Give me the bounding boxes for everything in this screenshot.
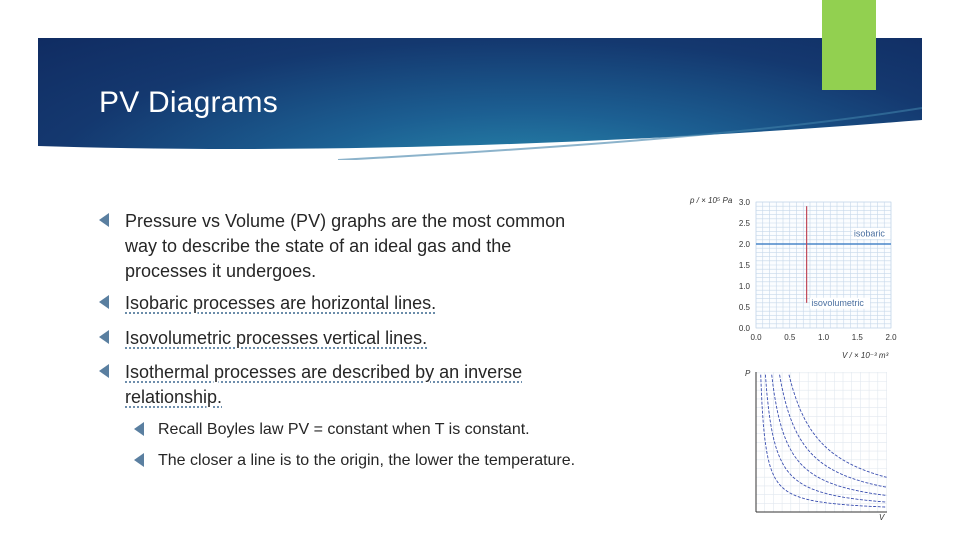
chart1-x-tick-label: 2.0 <box>885 333 897 342</box>
accent-bar <box>822 0 876 90</box>
chart2-grid <box>756 372 887 512</box>
bullet-item <box>125 360 605 410</box>
bullet-text: Isovolumetric processes vertical lines. <box>125 328 428 348</box>
isobaric-label: isobaric <box>853 228 885 239</box>
sub-bullet-item <box>158 450 578 471</box>
bullet-item <box>125 291 585 316</box>
diamond-bullet-icon <box>134 453 144 467</box>
pv-chart-1 <box>684 190 904 365</box>
chart2-y-label: P <box>745 369 751 378</box>
bullet-text: The closer a line is to the origin, the lower the temperature. <box>158 452 576 469</box>
isotherm-curve <box>780 375 887 488</box>
pv-graph-isobaric <box>684 190 904 370</box>
chart1-x-tick-label: 1.5 <box>851 333 863 342</box>
pv-graph-isotherms <box>735 364 895 529</box>
chart1-y-tick-label: 0.0 <box>738 324 750 333</box>
chart1-y-tick-label: 1.5 <box>738 261 750 270</box>
diamond-bullet-icon <box>99 330 109 344</box>
chart1-x-tick-label: 0.0 <box>750 333 762 342</box>
chart1-grid <box>756 202 891 328</box>
diamond-bullet-icon <box>99 295 109 309</box>
bullet-text: Pressure vs Volume (PV) graphs are the most common way to describe the state of an ideal gas and the processes it undergoes. <box>125 211 566 281</box>
chart1-y-tick-label: 1.0 <box>738 282 750 291</box>
bullet-text: Isothermal processes are described by an inverse relationship. <box>125 362 523 407</box>
bullet-text: Isobaric processes are horizontal lines. <box>125 293 437 313</box>
isotherm-curve <box>761 375 887 507</box>
chart1-y-label: p / × 10⁵ Pa <box>690 196 733 205</box>
diamond-bullet-icon <box>134 422 144 436</box>
bullet-text: Recall Boyles law PV = constant when T is constant. <box>158 421 530 438</box>
chart2-x-label: V <box>879 513 885 522</box>
bullet-item <box>125 209 585 284</box>
chart1-x-tick-label: 1.0 <box>817 333 830 342</box>
chart1-y-tick-label: 3.0 <box>738 198 750 207</box>
chart1-x-label: V / × 10⁻³ m³ <box>842 351 889 360</box>
chart1-y-tick-label: 0.5 <box>738 303 750 312</box>
sub-bullet-item <box>158 419 618 440</box>
diamond-bullet-icon <box>99 364 109 378</box>
chart1-y-tick-label: 2.5 <box>738 219 750 228</box>
pv-chart-2 <box>735 364 895 524</box>
chart1-x-tick-label: 0.5 <box>784 333 796 342</box>
bullet-item <box>125 326 585 351</box>
chart1-y-tick-label: 2.0 <box>738 240 750 249</box>
isotherm-curves <box>761 375 887 507</box>
isovolumetric-label: isovolumetric <box>811 298 864 309</box>
slide-title: PV Diagrams <box>99 86 278 119</box>
diamond-bullet-icon <box>99 213 109 227</box>
